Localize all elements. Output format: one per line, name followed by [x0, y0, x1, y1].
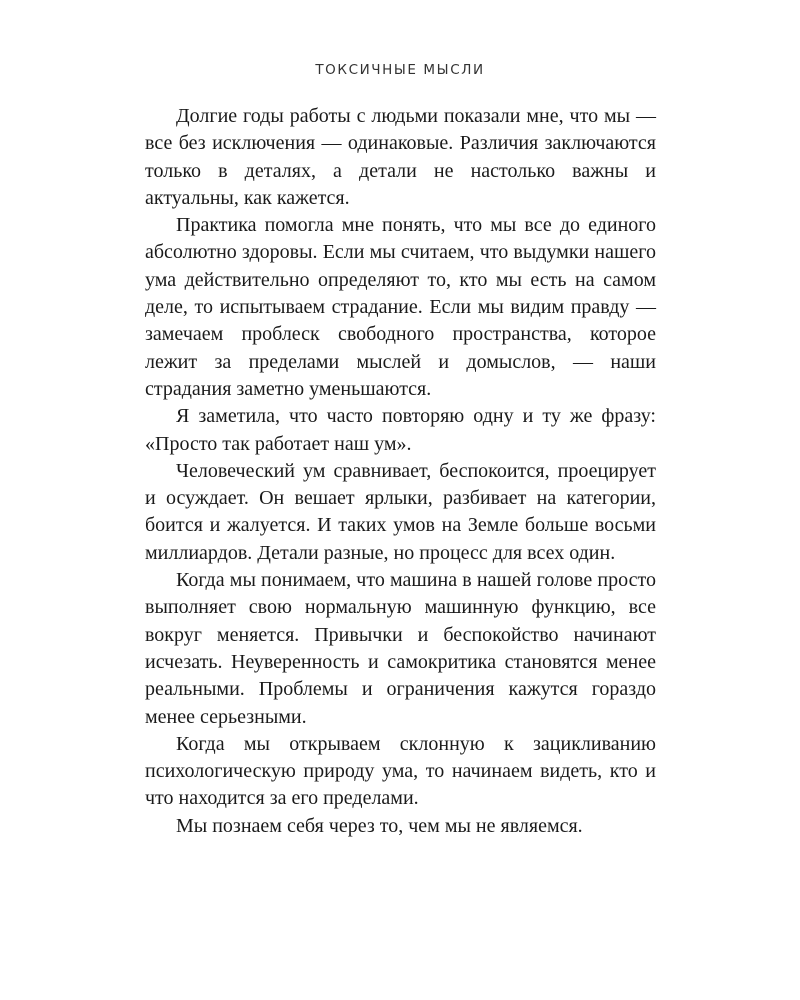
paragraph: Долгие годы работы с людьми показали мне, что мы — все без исключения — одинаковые. Различия заключаются только в деталях, а детали не настолько важны и актуальны, как кажется.	[145, 105, 656, 209]
paragraph: Практика помогла мне понять, что мы все до единого абсолютно здоровы. Если мы считаем, что выдумки нашего ума действительно определяют то, кто мы есть на самом деле, то испытываем страдание. Если мы видим правду — замечаем проблеск свободного пространства, которое лежит за пределами мыслей и домыслов, — наши страдания заметно уменьшаются.	[145, 214, 656, 400]
paragraph: Когда мы открываем склонную к зацикливанию психологическую природу ума, то начинаем видеть, кто и что находится за его пределами.	[145, 732, 656, 810]
paragraph: Человеческий ум сравнивает, беспокоится, проецирует и осуждает. Он вешает ярлыки, разбивает на категории, боится и жалуется. И таких умов на Земле больше восьми миллиардов. Детали разные, но процесс для всех один.	[145, 459, 656, 564]
paragraph: Мы познаем себя через то, чем мы не являемся.	[176, 814, 583, 837]
paragraph: Когда мы понимаем, что машина в нашей голове просто выполняет свою нормальную машинную функцию, все вокруг меняется. Привычки и беспокойство начинают исчезать. Неуверенность и самокритика становятся менее реальными. Проблемы и ограничения кажутся гораздо менее серьезными.	[145, 569, 656, 728]
body-text	[145, 103, 656, 840]
paragraph: Я заметила, что часто повторяю одну и ту же фразу: «Просто так работает наш ум».	[145, 405, 656, 455]
running-head: ТОКСИЧНЫЕ МЫСЛИ	[315, 62, 485, 78]
